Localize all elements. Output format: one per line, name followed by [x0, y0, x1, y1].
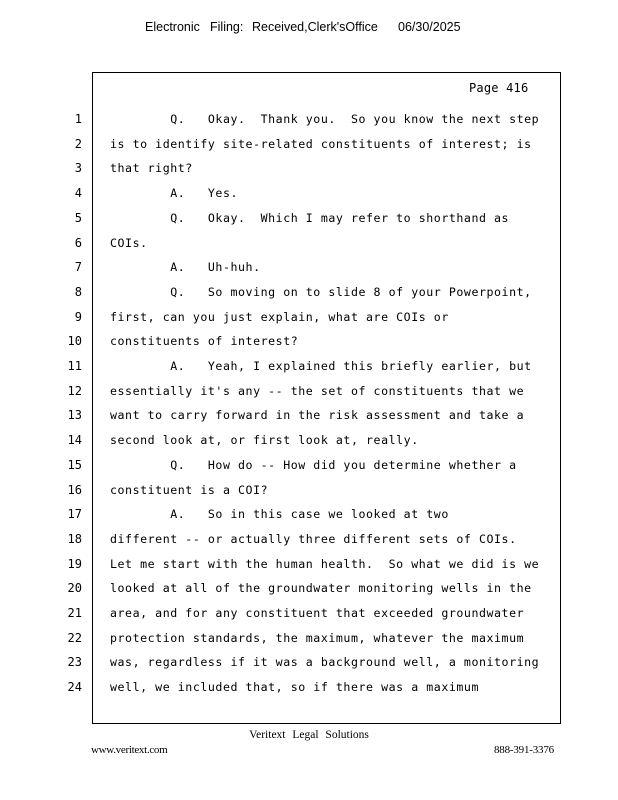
line-number: 2: [74, 136, 82, 151]
line-text: A. So in this case we looked at two: [110, 507, 449, 522]
transcript-line: [0, 678, 560, 698]
transcript-line: [0, 234, 560, 254]
line-text: is to identify site-related constituents of interest; is: [110, 136, 532, 151]
line-number: 24: [67, 680, 82, 695]
line-number: 12: [67, 383, 82, 398]
line-text: constituent is a COI?: [110, 482, 269, 497]
line-text: Q. Okay. Thank you. So you know the next step: [110, 112, 540, 126]
line-text: area, and for any constituent that exceeded groundwater: [110, 606, 525, 620]
line-text: Q. How do -- How did you determine whether a: [110, 457, 517, 472]
transcript-line: [0, 110, 560, 130]
footer-website: www.veritext.com: [91, 744, 168, 756]
line-text: Q. Okay. Which I may refer to shorthand as: [110, 210, 510, 225]
line-number: 10: [67, 334, 82, 349]
line-text: well, we included that, so if there was a maximum: [110, 680, 479, 695]
line-number: 23: [67, 655, 82, 670]
line-number: 19: [67, 556, 82, 571]
filing-word-filing: Filing:: [210, 20, 244, 34]
transcript-line: [0, 604, 560, 624]
transcript-line: [0, 505, 560, 525]
line-number: 14: [67, 433, 82, 448]
line-number: 6: [74, 235, 82, 250]
line-number: 21: [67, 606, 82, 620]
line-text: first, can you just explain, what are COIs or: [110, 309, 449, 324]
transcript-line: [0, 382, 560, 402]
filing-word-electronic: Electronic: [145, 20, 200, 34]
line-number: 16: [67, 482, 82, 497]
line-number: 7: [74, 260, 82, 275]
line-text: A. Yes.: [110, 186, 239, 201]
line-number: 4: [74, 186, 82, 201]
transcript-line: [0, 629, 560, 649]
line-text: want to carry forward in the risk assessment and take a: [110, 408, 525, 423]
line-text: A. Yeah, I explained this briefly earlier, but: [110, 359, 532, 373]
line-number: 8: [74, 284, 82, 299]
transcript-line: [0, 135, 560, 155]
transcript-line: [0, 406, 560, 426]
transcript-line: [0, 653, 560, 673]
transcript-line: [0, 184, 560, 204]
line-text: that right?: [110, 161, 193, 176]
line-text: COIs.: [110, 235, 148, 250]
transcript-line: [0, 159, 560, 179]
line-number: 17: [67, 507, 82, 522]
line-text: second look at, or first look at, really.: [110, 433, 419, 448]
transcript-line: [0, 579, 560, 599]
line-text: protection standards, the maximum, whatever the maximum: [110, 630, 525, 645]
line-number: 15: [67, 457, 82, 472]
transcript-line: [0, 283, 560, 303]
transcript-line: [0, 555, 560, 575]
line-text: essentially it's any -- the set of constituents that we: [110, 383, 525, 398]
line-number: 3: [74, 161, 82, 176]
transcript-line: [0, 431, 560, 451]
line-text: looked at all of the groundwater monitoring wells in the: [110, 581, 532, 596]
line-text: constituents of interest?: [110, 334, 299, 349]
transcript-line: [0, 308, 560, 328]
transcript-line: [0, 481, 560, 501]
transcript-line: [0, 258, 560, 278]
line-number: 13: [67, 408, 82, 423]
transcript-line: [0, 456, 560, 476]
line-text: different -- or actually three different sets of COIs.: [110, 531, 517, 546]
line-text: Let me start with the human health. So what we did is we: [110, 556, 540, 571]
line-number: 22: [67, 630, 82, 645]
line-text: A. Uh-huh.: [110, 260, 261, 275]
electronic-filing-stamp: [0, 20, 618, 36]
line-number: 18: [67, 531, 82, 546]
line-number: 9: [74, 309, 82, 324]
transcript-line: [0, 530, 560, 550]
filing-word-received: Received,Clerk'sOffice: [252, 20, 378, 34]
transcript-line: [0, 332, 560, 352]
filing-date: 06/30/2025: [398, 20, 461, 34]
transcript-line: [0, 357, 560, 377]
line-number: 1: [74, 112, 82, 126]
line-text: Q. So moving on to slide 8 of your Powerpoint,: [110, 284, 532, 299]
line-number: 5: [74, 210, 82, 225]
line-number: 20: [67, 581, 82, 596]
footer-company: Veritext Legal Solutions: [249, 729, 369, 741]
page-number: Page 416: [469, 81, 529, 95]
transcript-line: [0, 209, 560, 229]
line-number: 11: [67, 359, 82, 373]
footer-phone: 888-391-3376: [494, 744, 554, 756]
line-text: was, regardless if it was a background well, a monitoring: [110, 655, 540, 670]
